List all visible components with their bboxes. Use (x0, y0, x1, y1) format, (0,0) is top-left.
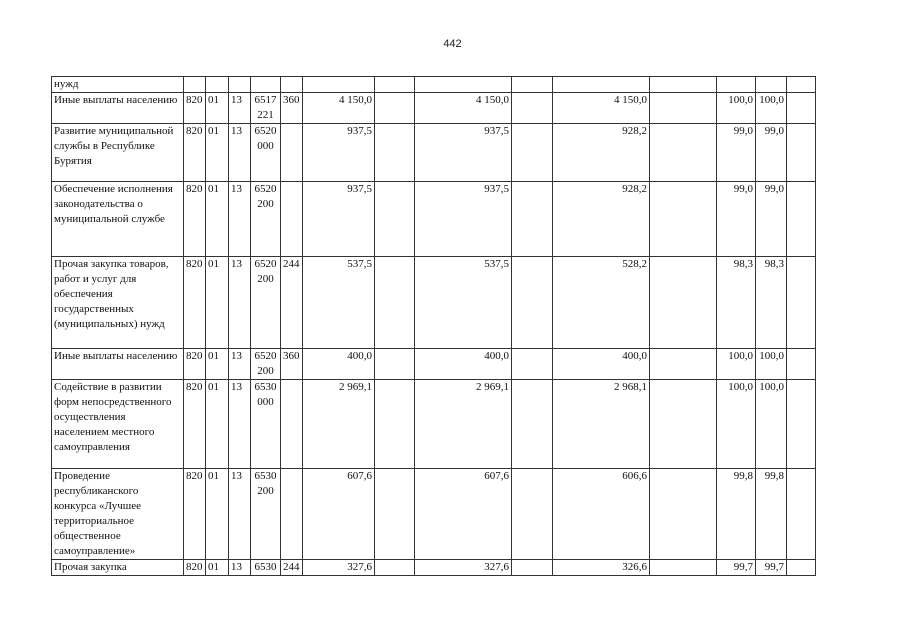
cell-percent-1: 99,0 (717, 124, 756, 182)
cell-amount-1: 607,6 (303, 469, 375, 560)
cell-empty (512, 257, 553, 349)
table-row (52, 380, 816, 469)
cell-target-code: 6520 200 (251, 257, 281, 349)
cell-percent-1: 99,7 (717, 560, 756, 576)
cell-amount-2: 937,5 (415, 124, 512, 182)
cell-amount-2: 4 150,0 (415, 93, 512, 124)
page-number: 442 (443, 38, 462, 50)
cell-expense-type (281, 77, 303, 93)
cell-amount-3: 400,0 (553, 349, 650, 380)
cell-expense-type (281, 182, 303, 257)
cell-percent-1: 99,0 (717, 182, 756, 257)
cell-amount-3: 606,6 (553, 469, 650, 560)
cell-empty (650, 124, 717, 182)
cell-empty (650, 469, 717, 560)
cell-amount-1: 937,5 (303, 124, 375, 182)
table-row (52, 93, 816, 124)
cell-empty (375, 124, 415, 182)
cell-empty (512, 182, 553, 257)
cell-name: Проведение республиканского конкурса «Лучшее территориальное общественное самоуправление» (52, 469, 184, 560)
cell-empty (787, 560, 816, 576)
cell-percent-1: 100,0 (717, 93, 756, 124)
cell-amount-1 (303, 77, 375, 93)
cell-section-code: 01 (206, 257, 229, 349)
cell-subsection-code (229, 77, 251, 93)
cell-amount-1: 2 969,1 (303, 380, 375, 469)
cell-amount-1: 537,5 (303, 257, 375, 349)
table-row (52, 182, 816, 257)
cell-empty (787, 380, 816, 469)
cell-empty (650, 380, 717, 469)
cell-name: Обеспечение исполнения законодательства о муниципальной службе (52, 182, 184, 257)
cell-subsection-code: 13 (229, 560, 251, 576)
cell-empty (787, 93, 816, 124)
cell-empty (375, 182, 415, 257)
cell-percent-1: 100,0 (717, 349, 756, 380)
cell-percent-2: 99,0 (756, 182, 787, 257)
cell-target-code: 6530 000 (251, 380, 281, 469)
cell-expense-type (281, 380, 303, 469)
cell-name: Прочая закупка (52, 560, 184, 576)
cell-expense-type: 244 (281, 560, 303, 576)
cell-target-code: 6520 200 (251, 182, 281, 257)
cell-amount-2 (415, 77, 512, 93)
cell-percent-2 (756, 77, 787, 93)
cell-percent-2: 100,0 (756, 93, 787, 124)
cell-amount-2: 607,6 (415, 469, 512, 560)
cell-expense-type (281, 124, 303, 182)
cell-admin-code (184, 77, 206, 93)
cell-expense-type: 360 (281, 349, 303, 380)
cell-empty (512, 124, 553, 182)
cell-amount-1: 327,6 (303, 560, 375, 576)
cell-empty (650, 349, 717, 380)
cell-expense-type: 360 (281, 93, 303, 124)
cell-section-code: 01 (206, 560, 229, 576)
cell-admin-code: 820 (184, 380, 206, 469)
table-body (52, 77, 816, 576)
cell-amount-2: 400,0 (415, 349, 512, 380)
cell-empty (512, 469, 553, 560)
cell-empty (375, 380, 415, 469)
cell-amount-3: 4 150,0 (553, 93, 650, 124)
cell-empty (375, 469, 415, 560)
cell-admin-code: 820 (184, 349, 206, 380)
cell-subsection-code: 13 (229, 349, 251, 380)
cell-percent-2: 99,0 (756, 124, 787, 182)
cell-target-code: 6520 000 (251, 124, 281, 182)
cell-empty (512, 349, 553, 380)
cell-empty (650, 77, 717, 93)
cell-amount-2: 2 969,1 (415, 380, 512, 469)
cell-empty (375, 560, 415, 576)
cell-percent-1: 98,3 (717, 257, 756, 349)
cell-target-code (251, 77, 281, 93)
cell-amount-2: 537,5 (415, 257, 512, 349)
table-row (52, 349, 816, 380)
cell-admin-code: 820 (184, 182, 206, 257)
cell-empty (787, 124, 816, 182)
cell-name: Развитие муниципальной службы в Республике Бурятия (52, 124, 184, 182)
cell-amount-3: 928,2 (553, 124, 650, 182)
cell-target-code: 6520 200 (251, 349, 281, 380)
cell-subsection-code: 13 (229, 93, 251, 124)
cell-section-code: 01 (206, 182, 229, 257)
cell-empty (787, 77, 816, 93)
cell-amount-3 (553, 77, 650, 93)
cell-section-code (206, 77, 229, 93)
cell-amount-3: 2 968,1 (553, 380, 650, 469)
cell-empty (375, 257, 415, 349)
cell-amount-1: 937,5 (303, 182, 375, 257)
cell-target-code: 6530 200 (251, 469, 281, 560)
cell-empty (650, 182, 717, 257)
cell-section-code: 01 (206, 469, 229, 560)
cell-subsection-code: 13 (229, 257, 251, 349)
cell-subsection-code: 13 (229, 469, 251, 560)
cell-percent-1: 99,8 (717, 469, 756, 560)
cell-percent-2: 98,3 (756, 257, 787, 349)
cell-empty (650, 257, 717, 349)
cell-empty (512, 560, 553, 576)
cell-admin-code: 820 (184, 560, 206, 576)
cell-amount-1: 4 150,0 (303, 93, 375, 124)
budget-table (51, 76, 816, 576)
cell-percent-2: 100,0 (756, 380, 787, 469)
cell-target-code: 6530 (251, 560, 281, 576)
cell-amount-2: 327,6 (415, 560, 512, 576)
cell-empty (787, 469, 816, 560)
cell-name: Содействие в развитии форм непосредственного осуществления населением местного самоуправления (52, 380, 184, 469)
cell-empty (512, 77, 553, 93)
cell-section-code: 01 (206, 349, 229, 380)
cell-section-code: 01 (206, 380, 229, 469)
cell-empty (787, 257, 816, 349)
cell-percent-2: 99,8 (756, 469, 787, 560)
cell-percent-1: 100,0 (717, 380, 756, 469)
cell-empty (512, 93, 553, 124)
cell-amount-2: 937,5 (415, 182, 512, 257)
cell-empty (375, 349, 415, 380)
cell-empty (375, 77, 415, 93)
cell-expense-type (281, 469, 303, 560)
cell-empty (512, 380, 553, 469)
cell-percent-1 (717, 77, 756, 93)
table-row (52, 469, 816, 560)
cell-empty (787, 349, 816, 380)
cell-name: нужд (52, 77, 184, 93)
table-row (52, 77, 816, 93)
cell-section-code: 01 (206, 93, 229, 124)
cell-amount-3: 326,6 (553, 560, 650, 576)
cell-subsection-code: 13 (229, 182, 251, 257)
cell-percent-2: 99,7 (756, 560, 787, 576)
cell-amount-3: 528,2 (553, 257, 650, 349)
cell-name: Иные выплаты населению (52, 93, 184, 124)
table-row (52, 124, 816, 182)
cell-expense-type: 244 (281, 257, 303, 349)
table-row (52, 257, 816, 349)
cell-section-code: 01 (206, 124, 229, 182)
cell-admin-code: 820 (184, 469, 206, 560)
cell-subsection-code: 13 (229, 380, 251, 469)
table-row (52, 560, 816, 576)
cell-name: Иные выплаты населению (52, 349, 184, 380)
cell-empty (787, 182, 816, 257)
cell-subsection-code: 13 (229, 124, 251, 182)
cell-empty (650, 93, 717, 124)
cell-target-code: 6517 221 (251, 93, 281, 124)
cell-amount-3: 928,2 (553, 182, 650, 257)
cell-admin-code: 820 (184, 257, 206, 349)
cell-admin-code: 820 (184, 124, 206, 182)
cell-percent-2: 100,0 (756, 349, 787, 380)
cell-name: Прочая закупка товаров, работ и услуг для обеспечения государственных (муниципальных) нужд (52, 257, 184, 349)
cell-empty (375, 93, 415, 124)
cell-empty (650, 560, 717, 576)
cell-admin-code: 820 (184, 93, 206, 124)
cell-amount-1: 400,0 (303, 349, 375, 380)
